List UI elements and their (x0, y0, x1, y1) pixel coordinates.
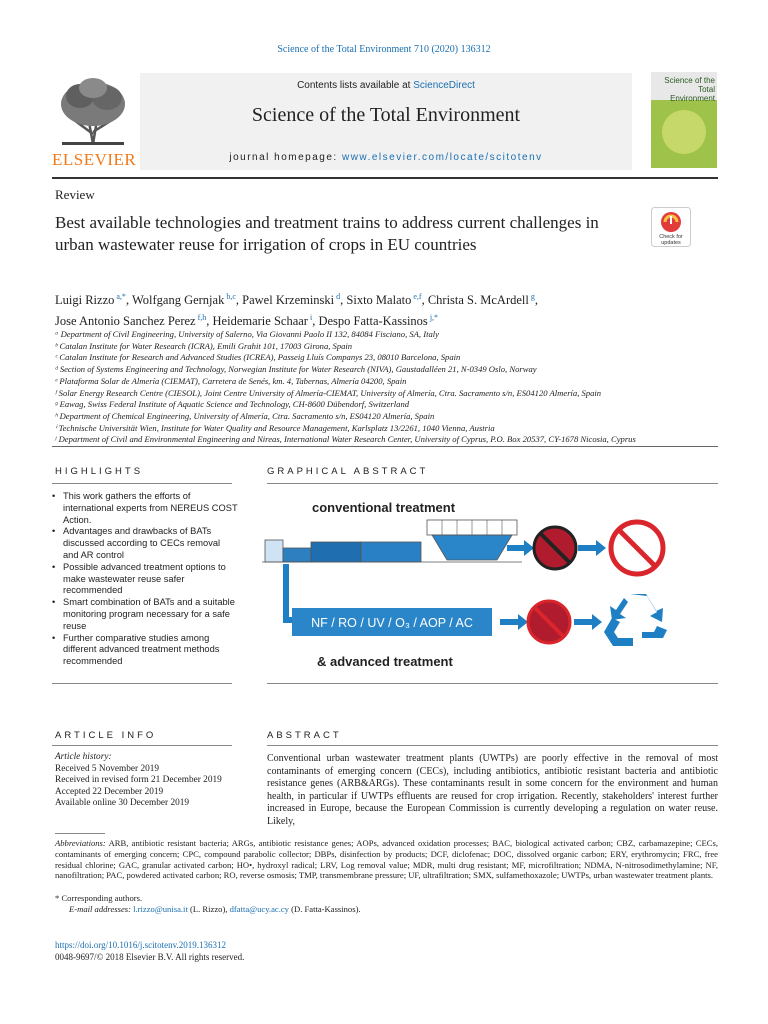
author-separator: , (421, 293, 428, 308)
author-name[interactable]: Jose Antonio Sanchez Perez (55, 314, 196, 329)
arrow-down-to-advanced (286, 564, 292, 620)
homepage-prefix: journal homepage: (229, 152, 342, 163)
journal-homepage (140, 152, 632, 163)
corresponding-footnote: * Corresponding authors. (55, 893, 143, 903)
author-affiliation-marks[interactable]: f,h (195, 313, 207, 323)
bullet-icon: • (52, 491, 56, 501)
article-info-rule (52, 745, 232, 746)
highlights-heading: HIGHLIGHTS (55, 466, 144, 477)
affiliation-item: ᵈ Section of Systems Engineering and Technology, Norwegian Institute for Water Research (NIVA), Gaustadalléen 21, N-0349 Oslo, Norway (55, 364, 537, 375)
highlight-text: This work gathers the efforts of international experts from NEREUS COST Action. (63, 491, 238, 525)
email-footnote (55, 904, 732, 915)
highlight-text: Further comparative studies among different advanced treatment methods recommended (63, 632, 220, 667)
author-affiliation-marks[interactable]: j,* (427, 313, 439, 323)
graphical-abstract-heading: GRAPHICAL ABSTRACT (267, 466, 429, 477)
email-name-rizzo: (L. Rizzo), (187, 904, 230, 914)
highlights-rule (52, 483, 232, 484)
doi-line[interactable] (55, 940, 226, 950)
highlight-item (52, 562, 238, 597)
author-affiliation-marks[interactable]: b,c (224, 292, 236, 301)
affiliation-item: ᵍ Eawag, Swiss Federal Institute of Aquatic Science and Technology, CH-8600 Dübendorf, Switzerland (55, 399, 410, 410)
graphical-abstract-figure[interactable] (262, 490, 718, 680)
publisher-name: ELSEVIER (52, 150, 137, 169)
citation-link[interactable]: Science of the Total Environment 710 (2020) 136312 (277, 44, 491, 55)
email-label: E-mail addresses: (69, 904, 134, 914)
abstract-heading: ABSTRACT (267, 730, 342, 741)
conventional-treatment-label: conventional treatment (312, 500, 456, 515)
author-separator: , (312, 314, 319, 329)
affiliation-item: ᶠ Solar Energy Research Centre (CIESOL), Joint Centre University of Almería-CIEMAT, University of Almería, Ctra. Sacramento s/n, ES04120 Almería, Spain (55, 387, 602, 398)
author-name[interactable]: Sixto Malato (346, 293, 412, 308)
contents-line (140, 80, 632, 91)
arrow-to-badge-top (507, 540, 534, 556)
author-separator: , (235, 293, 243, 308)
affiliation-item: ᵉ Plataforma Solar de Almería (CIEMAT), Carretera de Senés, km. 4, Tabernas, Almería 04200, Spain (55, 375, 407, 386)
homepage-link[interactable]: www.elsevier.com/locate/scitotenv (341, 152, 543, 163)
author-name[interactable]: Christa S. McArdell (427, 293, 529, 308)
footnote-rule (55, 833, 105, 834)
author-name[interactable]: Wolfgang Gernjak (131, 293, 225, 308)
check-for-updates-badge[interactable] (651, 207, 691, 247)
no-reuse-icon (611, 522, 663, 574)
authors-line-2 (55, 309, 695, 330)
history-revised: Received in revised form 21 December 2019 (55, 775, 222, 786)
arb-arg-badge-bottom (528, 601, 570, 643)
arb-arg-badge-top (534, 527, 576, 569)
journal-cover-image[interactable] (651, 72, 717, 168)
highlight-item (52, 491, 238, 526)
header-rule (52, 177, 718, 179)
author-separator: , (340, 293, 347, 308)
author-affiliation-marks[interactable]: d (334, 292, 341, 301)
author-affiliation-marks[interactable]: i (307, 313, 313, 323)
bullet-icon: • (52, 597, 56, 608)
recycle-icon (604, 594, 667, 646)
author-name[interactable]: Luigi Rizzo (55, 293, 115, 308)
advanced-treatment-label: & advanced treatment (317, 654, 453, 669)
authors-line-1 (55, 288, 695, 309)
history-received: Received 5 November 2019 (55, 763, 160, 774)
abbreviations-label: Abbreviations: (55, 838, 106, 848)
advanced-process-label: NF / RO / UV / O₃ / AOP / AC (311, 616, 473, 630)
author-separator: , (206, 314, 213, 329)
abbreviations-footnote (55, 838, 718, 881)
author-list (55, 288, 695, 330)
highlight-item (52, 597, 238, 632)
affiliation-item: ᵃ Department of Civil Engineering, University of Salerno, Via Giovanni Paolo II 132, 84084 Fisciano, SA, Italy (55, 329, 439, 339)
abstract-text: Conventional urban wastewater treatment plants (UWTPs) are poorly effective in the removal of most contaminants of emerging concern (CECs), including antibiotics, antibiotic resistant bacteria and antibiotic resistance genes (ARB&ARGs). These contaminants result in some concern for the environment and human health, in particular if UWTPs effluents are reused for crop irrigation. Recently, stakeholders' interest further increased in Europe, because the European Commission is currently developing a regulation on water reuse. Likely, (267, 753, 718, 827)
article-history (55, 752, 245, 810)
highlights-rule-bottom (52, 683, 232, 684)
author-separator: , (534, 293, 538, 308)
highlights-list (52, 491, 238, 668)
arrow-to-recycle (574, 614, 602, 630)
affiliation-item: ⁱ Technische Universität Wien, Institute for Water Quality and Resource Management, Karlsplatz 13/2261, 1040 Vienna, Austria (55, 422, 495, 433)
graphical-abstract-rule (267, 483, 718, 484)
bullet-icon: • (52, 561, 56, 572)
email-name-fatta: (D. Fatta-Kassinos). (288, 904, 361, 914)
email-link-rizzo[interactable]: l.rizzo@unisa.it (133, 904, 188, 914)
author-separator: , (125, 293, 132, 308)
cover-title: Science of the Total Environment (664, 76, 715, 103)
contents-prefix: Contents lists available at (297, 80, 414, 91)
journal-citation[interactable] (0, 44, 768, 55)
highlight-text: Advantages and drawbacks of BATs discussed according to CECs removal and AR control (63, 526, 221, 560)
abstract-rule (267, 745, 718, 746)
arrow-to-badge-bottom (500, 614, 528, 630)
highlight-item (52, 633, 238, 668)
author-name[interactable]: Pawel Krzeminski (242, 293, 335, 308)
bullet-icon: • (52, 526, 56, 537)
copyright-line: 0048-9697/© 2018 Elsevier B.V. All rights reserved. (55, 952, 245, 962)
history-accepted: Accepted 22 December 2019 (55, 786, 164, 797)
affiliation-item: ᶜ Catalan Institute for Research and Advanced Studies (ICREA), Passeig Lluís Companys 23, 08010 Barcelona, Spain (55, 352, 461, 363)
journal-title: Science of the Total Environment (251, 104, 521, 126)
history-label: Article history: (55, 752, 112, 762)
abbreviations-text: ARB, antibiotic resistant bacteria; ARGs, antibiotic resistance genes; AOPs, advanced oxidation processes; BAC, biological activated carbon; CBZ, carbamazepine; CECs, contaminants of emerging concern; CPC, compound parabolic collector; DBPs, disinfection by products; DCF, diclofenac; DOC, dissolved organic carbon; ERY, erythromycin; FRC, free residual chlorine; GAC, granular activated carbon; HO•, hydroxyl radical; LRV, Log removal value; MDR, multi drug resistant; MF, microfiltration; NDMA, N-nitrosodimethylamine; NF, nanofiltration; PAC, powdered activated carbon; RO, reverse osmosis; TMP, transmembrane pressure; UF, ultrafiltration; SMX, sulfamethoxazole; UWTPs, urban wastewater treatment plants. (55, 838, 718, 881)
check-updates-label: Check for updates (659, 234, 683, 246)
doi-link[interactable]: https://doi.org/10.1016/j.scitotenv.2019.136312 (55, 940, 226, 950)
affiliation-item: ʰ Department of Chemical Engineering, University of Almería, Ctra. Sacramento s/n, ES04120 Almería, Spain (55, 410, 435, 421)
highlight-item (52, 526, 238, 561)
arrow-to-no-reuse (578, 540, 606, 556)
email-link-fatta[interactable]: dfatta@ucy.ac.cy (229, 904, 289, 914)
author-affiliation-marks[interactable]: g (528, 292, 535, 301)
affiliations-rule (52, 446, 718, 447)
affiliation-item: ᵇ Catalan Institute for Water Research (ICRA), Emili Grahit 101, 17003 Girona, Spain (55, 340, 353, 351)
highlight-text: Smart combination of BATs and a suitable monitoring program necessary for a safe reuse (63, 597, 235, 631)
affiliation-item: ʲ Department of Civil and Environmental Engineering and Nireas, International Water Research Center, University of Cyprus, P.O. Box 20537, CY-1678 Nicosia, Cyprus (55, 434, 636, 445)
treatment-plant-diagram (262, 520, 522, 562)
graphical-abstract-rule-bottom (267, 683, 718, 684)
history-online: Available online 30 December 2019 (55, 798, 190, 809)
article-info-heading: ARTICLE INFO (55, 730, 157, 741)
author-name[interactable]: Heidemarie Schaar (212, 314, 308, 329)
article-type: Review (55, 187, 95, 202)
bullet-icon: • (52, 632, 56, 643)
highlight-text: Possible advanced treatment options to make wastewater reuse safer recommended (63, 561, 226, 596)
author-name[interactable]: Despo Fatta-Kassinos (318, 314, 428, 329)
author-affiliation-marks[interactable]: e,f (411, 292, 422, 301)
author-affiliation-marks[interactable]: a,* (114, 292, 126, 301)
sciencedirect-link[interactable]: ScienceDirect (413, 80, 475, 91)
article-title: Best available technologies and treatment trains to address current challenges in urban wastewater reuse for irrigation of crops in EU countries (55, 213, 599, 254)
